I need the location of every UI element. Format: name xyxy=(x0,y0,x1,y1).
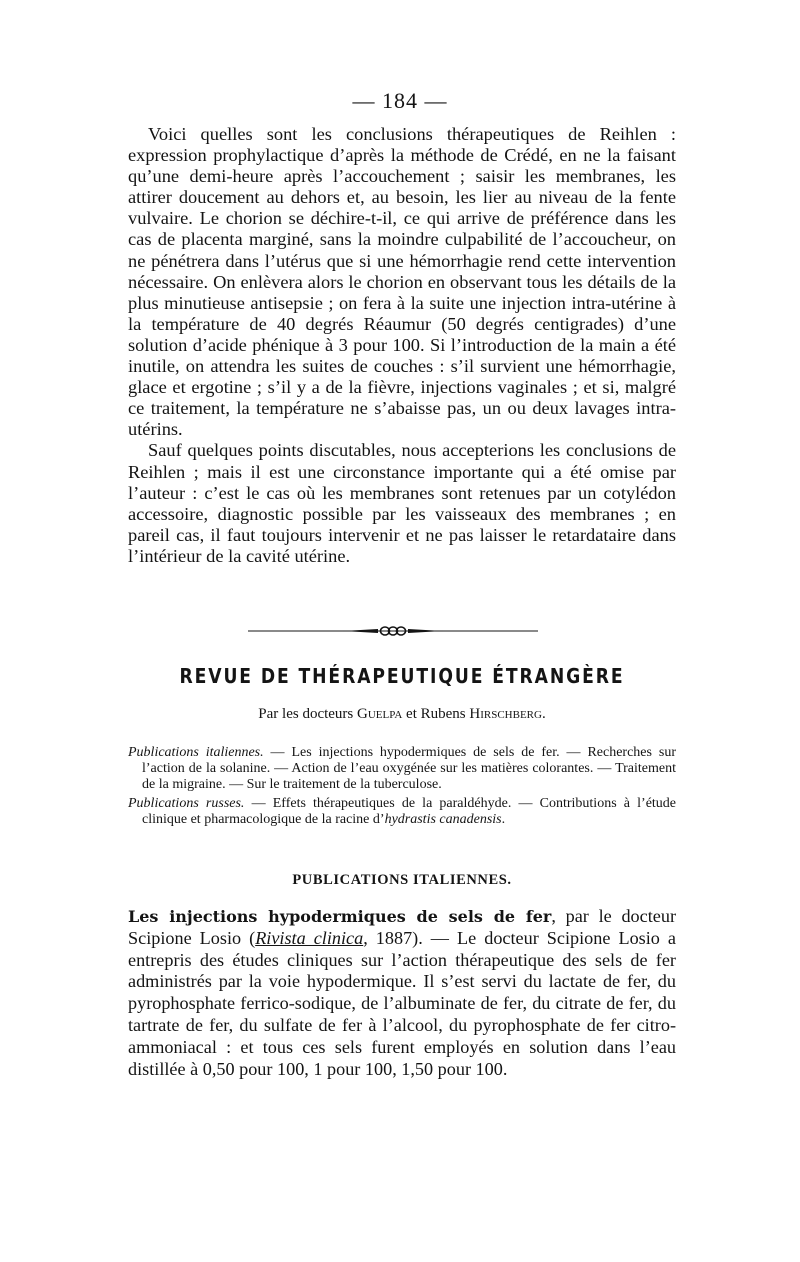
authors-join: et Rubens xyxy=(402,706,470,722)
summary-russian-latin: hydrastis canadensis xyxy=(384,812,502,828)
section-summary xyxy=(128,745,676,828)
article-journal: Rivista clinica xyxy=(255,927,364,948)
article-iron-salts xyxy=(128,906,676,1080)
author-hirschberg: Hirschberg xyxy=(469,706,542,722)
section-authors xyxy=(128,706,676,723)
subheading-italian-publications: PUBLICATIONS ITALIENNES. xyxy=(292,872,512,888)
summary-russian xyxy=(128,796,676,828)
ornamental-divider xyxy=(248,624,538,638)
summary-italian xyxy=(128,745,676,792)
summary-italian-lead: Publications italiennes. xyxy=(128,745,264,760)
summary-russian-text: — Effets thérapeutiques de la paraldéhyde. — Contributions à l’étude clinique et pharmacologique de la racine d’ xyxy=(142,796,677,828)
authors-prefix: Par les docteurs xyxy=(258,706,358,722)
conclusions-section xyxy=(128,124,676,567)
article-year: , 1887) xyxy=(363,927,419,948)
summary-italian-text: — Les injections hypodermiques de sels de fer. — Recherches sur l’action de la solanine. — Action de l’eau oxygénée sur les matières colorantes. — Traitement de la migraine. — Sur le traitement de la tuberculose. xyxy=(142,745,676,792)
authors-suffix: . xyxy=(541,706,546,722)
author-guelpa: Guelpa xyxy=(357,706,403,722)
article-title: Les injections hypodermiques de sels de fer xyxy=(128,907,552,926)
article-text: . — Le docteur Scipione Losio a entrepris des études cliniques sur l’action thérapeutique des sels de fer administrés par la voie hypodermique. Il s’est servi du lactate de fer, du pyrophosphate ferrico-sodique, de l’albuminate de fer, du citrate de fer, du tartrate de fer, du sulfate de fer à l’alcool, du pyrophosphate de fer citro-ammoniacal : et tous ces sels furent employés en solution dans l’eau distillée à 0,50 pour 100, 1 pour 100, 1,50 pour 100. xyxy=(128,927,676,1079)
summary-russian-lead: Publications russes. xyxy=(128,796,245,812)
paragraph-reihlen-conclusions: Voici quelles sont les conclusions thérapeutiques de Reihlen : expression prophylactique d’après la méthode de Crédé, en ne la faisant qu’une demi-heure après l’accouchement ; saisir les membranes, les attirer doucement au dehors et, au besoin, les lier au niveau de la fente vulvaire. Le chorion se déchire-t-il, ce qui arrive de préférence dans les cas de placenta marginé, sans la moindre culpabilité de l’accoucheur, on ne pénétrera dans l’utérus que si une hémorrhagie rend cette intervention nécessaire. On enlèvera alors le chorion en observant tous les détails de la plus minutieuse antisepsie ; on fera à la suite une injection intra-utérine à la température de 40 degrés Réaumur (50 degrés centigrades) d’une solution d’acide phénique à 3 pour 100. Si l’introduction de la main a été inutile, on attendra les suites de couches : s’il survient une hémorrhagie, glace et ergotine ; s’il y a de la fièvre, injections vaginales ; et si, malgré ce traitement, la température ne s’abaisse pas, un ou deux lavages intrautérins. xyxy=(128,124,676,440)
section-title: REVUE DE THÉRAPEUTIQUE ÉTRANGÈRE xyxy=(179,664,625,688)
article-paragraph xyxy=(128,906,676,1080)
summary-russian-end: . xyxy=(501,812,506,828)
article-byline: , par le docteur Scipione Losio ( xyxy=(128,906,676,948)
paragraph-commentary: Sauf quelques points discutables, nous accepterions les conclusions de Reihlen ; mais il est une circonstance importante qui a été omise par l’auteur : c’est le cas où les membranes sont retenues par un cotylédon accessoire, diagnostic possible par les vaisseaux des membranes ; en pareil cas, il faut toujours intervenir et ne pas laisser le retardataire dans l’intérieur de la cavité utérine. xyxy=(128,440,676,566)
page-number: — 184 — xyxy=(352,88,448,113)
